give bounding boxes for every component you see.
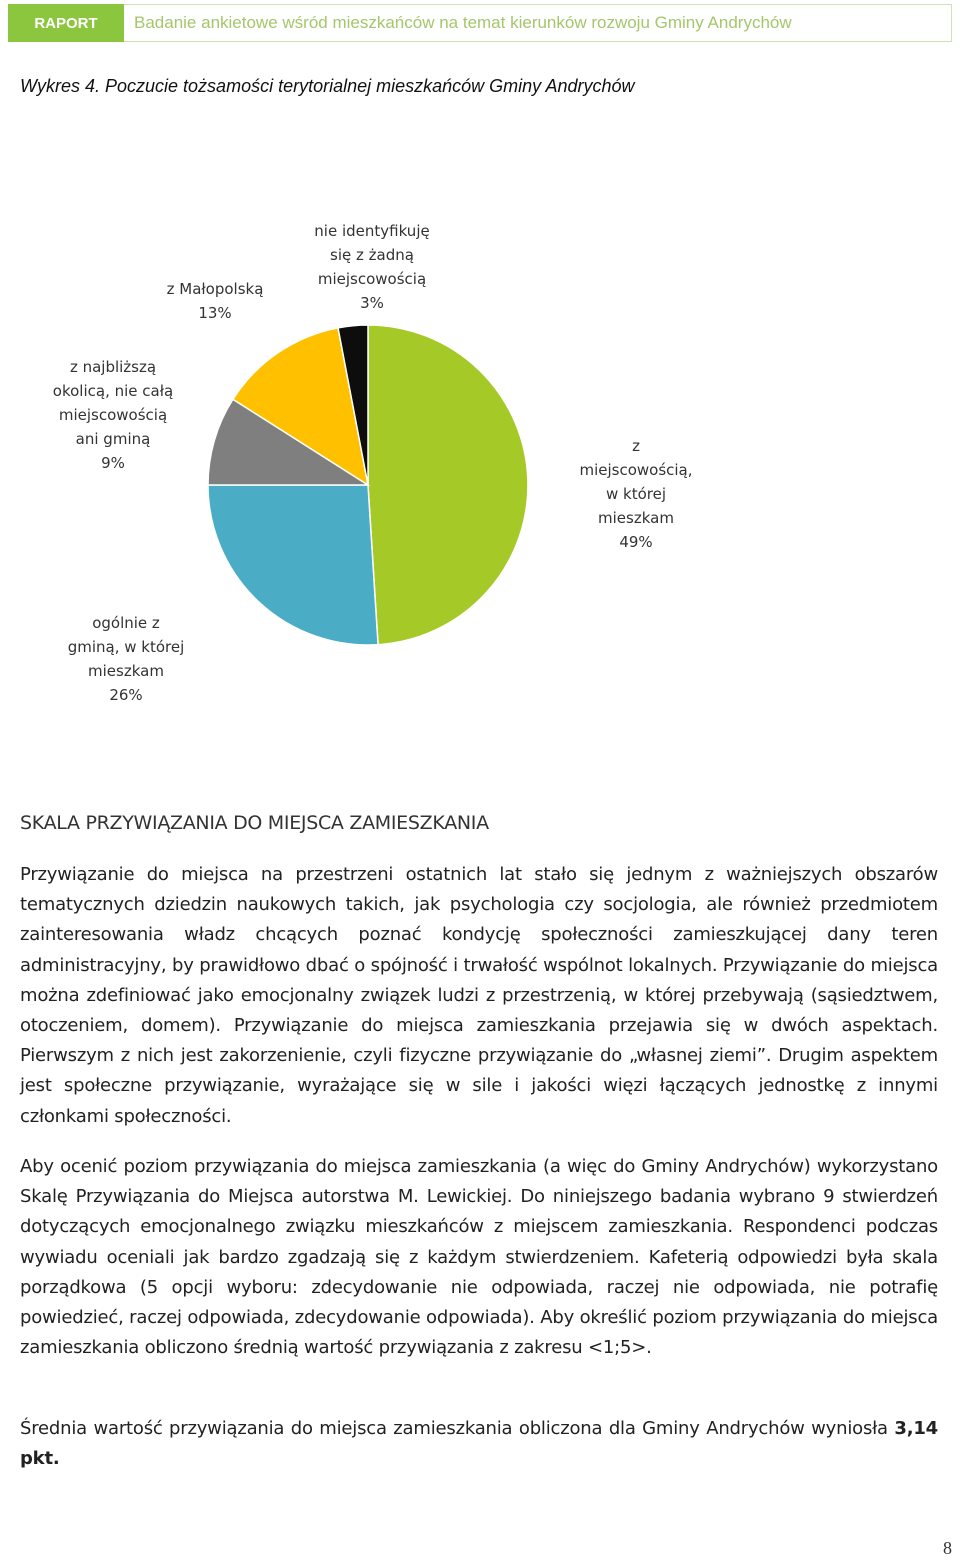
pie-label-2-line-1: okolicą, nie całą bbox=[52, 382, 174, 400]
pie-label-1 bbox=[68, 614, 185, 704]
paragraph-3 bbox=[20, 1414, 938, 1474]
pie-value-label-2: 9% bbox=[101, 454, 125, 472]
pie-label-2-line-3: ani gminą bbox=[75, 430, 151, 448]
paragraph-1: Przywiązanie do miejsca na przestrzeni ostatnich lat stało się jednym z ważniejszych obszarów tematycznych dziedzin naukowych takich, jak psychologia czy socjologia, ale również przedmiotem zainteresowania władz chcących poznać kondycję społeczności zamieszkującej dany teren administracyjny, by prawidłowo dbać o spójność i trwałość wspólnot lokalnych. Przywiązanie do miejsca można zdefiniować jako emocjonalny związek ludzi z przestrzenią, w której przebywają (sąsiedztwem, otoczeniem, domem). Przywiązanie do miejsca zamieszkania przejawia się w dwóch aspektach. Pierwszym z nich jest zakorzenienie, czyli fizyczne przywiązanie do „własnej ziemi”. Drugim aspektem jest społeczne przywiązanie, wyrażające się w sile i jakości więzi łączących jednostkę z innymi członkami społeczności. bbox=[20, 864, 938, 1127]
pie-label-1-line-1: gminą, w której bbox=[67, 638, 185, 656]
pie-label-0-line-1: miejscowością, bbox=[579, 461, 693, 479]
pie-slice-1 bbox=[208, 485, 378, 645]
pie-label-4-line-1: się z żadną bbox=[330, 246, 414, 264]
pie-label-2 bbox=[53, 358, 173, 472]
pie-label-2-line-0: z najbliższą bbox=[69, 358, 157, 376]
pie-label-0-line-3: mieszkam bbox=[598, 509, 674, 527]
pie-label-1-line-2: mieszkam bbox=[88, 662, 164, 680]
pie-label-4 bbox=[314, 222, 429, 312]
header-title: Badanie ankietowe wśród mieszkańców na temat kierunków rozwoju Gminy Andrychów bbox=[134, 13, 792, 32]
paragraph-3-text: Średnia wartość przywiązania do miejsca zamieszkania obliczona dla Gminy Andrychów wyniosła bbox=[20, 1418, 895, 1439]
pie-label-3-line-0: z Małopolską bbox=[166, 280, 264, 298]
pie-slice-0 bbox=[368, 325, 528, 645]
paragraph-2: Aby ocenić poziom przywiązania do miejsca zamieszkania (a więc do Gminy Andrychów) wykorzystano Skalę Przywiązania do Miejsca autorstwa M. Lewickiej. Do niniejszego badania wybrano 9 stwierdzeń dotyczących emocjonalnego związku mieszkańców z miejscem zamieszkania. Respondenci podczas wywiadu oceniali jak bardzo zgadzają się z każdym stwierdzeniem. Kafeterią odpowiedzi była skala porządkowa (5 opcji wyboru: zdecydowanie nie odpowiada, raczej nie odpowiada, nie potrafię powiedzieć, raczej odpowiada, zdecydowanie odpowiada). Aby określić poziom przywiązania do miejsca zamieszkania obliczono średnią wartość przywiązania z zakresu <1;5>. bbox=[20, 1156, 938, 1359]
pie-chart bbox=[0, 200, 960, 720]
pie-label-0 bbox=[579, 437, 692, 551]
pie-value-label-3: 13% bbox=[198, 304, 232, 322]
pie-label-1-line-0: ogólnie z bbox=[92, 614, 160, 632]
pie-value-label-1: 26% bbox=[109, 686, 143, 704]
report-header bbox=[8, 4, 952, 42]
attachment-score: 3,14 pkt. bbox=[20, 1418, 938, 1470]
pie-label-2-line-2: miejscowością bbox=[58, 406, 168, 424]
figure-caption: Wykres 4. Poczucie tożsamości terytorialnej mieszkańców Gminy Andrychów bbox=[20, 76, 635, 96]
pie-label-4-line-0: nie identyfikuję bbox=[314, 222, 430, 240]
pie-label-4-line-2: miejscowością bbox=[317, 270, 427, 288]
pie-label-0-line-0: z bbox=[632, 437, 640, 455]
page-number: 8 bbox=[943, 1538, 952, 1558]
section-heading: SKALA PRZYWIĄZANIA DO MIEJSCA ZAMIESZKANIA bbox=[20, 812, 489, 834]
pie-label-0-line-2: w której bbox=[605, 485, 667, 503]
pie-value-label-0: 49% bbox=[619, 533, 653, 551]
pie-slices bbox=[208, 325, 528, 645]
report-badge: RAPORT bbox=[8, 4, 124, 42]
pie-value-label-4: 3% bbox=[360, 294, 384, 312]
pie-label-3 bbox=[167, 280, 264, 322]
